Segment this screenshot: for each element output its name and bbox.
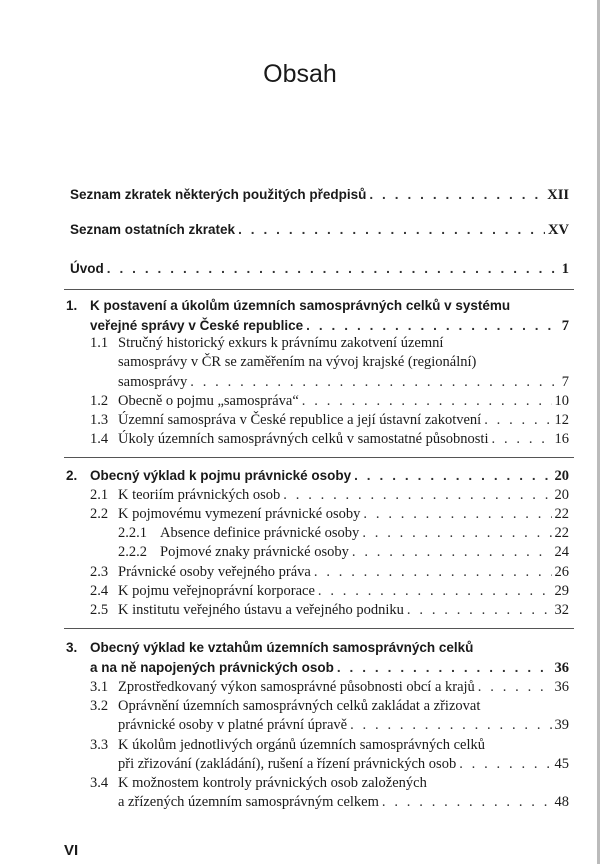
entry-page: 48 [554,794,569,810]
toc-subsection-2-2-1 [160,524,569,542]
entry-page: 20 [554,487,569,503]
section-title-line: K možnostem kontroly právnických osob založených [118,775,427,791]
leader-dots [407,601,552,619]
entry-page: 7 [561,374,569,390]
entry-text: a na ně napojených právnických osob [90,660,334,675]
toc-entry-abbreviations-regulations [70,186,569,204]
leader-dots [238,221,545,239]
entry-text: právnické osoby v platné právní úpravě [118,717,348,733]
entry-text: Pojmové znaky právnické osoby [160,544,349,560]
toc-chapter-1 [90,317,569,335]
page-title: Obsah [263,60,337,88]
divider [64,628,574,629]
toc-section-3-1 [118,678,569,696]
leader-dots [459,755,551,773]
section-number: 3.3 [90,737,109,753]
chapter-number: 2. [66,468,78,483]
toc-entry-introduction [70,260,569,278]
entry-text: samosprávy [118,374,188,390]
chapter-title-line: K postavení a úkolům územních samosprávných celků v systému [90,298,511,313]
entry-text: Absence definice právnické osoby [160,525,360,541]
leader-dots [382,793,552,811]
subsection-number: 2.2.2 [118,544,147,560]
toc-section-3-4 [118,793,569,811]
toc-section-2-4 [118,582,569,600]
leader-dots [337,659,552,677]
leader-dots [306,317,559,335]
divider [64,289,574,290]
section-number: 2.3 [90,564,109,580]
section-title-line: Oprávnění územních samosprávných celků zakládat a zřizovat [118,698,481,714]
leader-dots [369,186,544,204]
toc-chapter-3 [90,659,569,677]
leader-dots [107,260,559,278]
leader-dots [484,411,551,429]
section-number: 2.5 [90,602,109,618]
entry-page: 12 [554,412,569,428]
entry-text: K institutu veřejného ústavu a veřejného podniku [118,602,404,618]
entry-page: 16 [554,431,569,447]
leader-dots [190,373,558,391]
chapter-number: 1. [66,298,78,313]
divider [64,457,574,458]
entry-page: 22 [554,506,569,522]
entry-page: 39 [554,717,569,733]
entry-page: 1 [561,261,569,277]
leader-dots [362,524,551,542]
page-number: VI [64,842,79,859]
leader-dots [492,430,552,448]
entry-page: XII [547,187,569,203]
leader-dots [318,582,552,600]
section-title-line: samosprávy v ČR se zaměřením na vývoj krajské (regionální) [118,354,477,370]
section-number: 3.4 [90,775,109,791]
leader-dots [283,486,551,504]
leader-dots [302,392,552,410]
entry-page: 20 [554,468,569,484]
leader-dots [363,505,551,523]
entry-text: veřejné správy v České republice [90,318,304,333]
section-number: 2.2 [90,506,109,522]
entry-page: 10 [554,393,569,409]
toc-section-1-2 [118,392,569,410]
section-title-line: K úkolům jednotlivých orgánů územních samosprávných celků [118,737,485,753]
section-title-line: Stručný historický exkurs k právnímu zakotvení územní [118,335,444,351]
section-number: 2.4 [90,583,109,599]
entry-text: Územní samospráva v České republice a její ústavní zakotvení [118,412,482,428]
entry-page: 32 [554,602,569,618]
section-number: 1.3 [90,412,109,428]
toc-section-3-3 [118,755,569,773]
toc-section-2-2 [118,505,569,523]
entry-text: Úkoly územních samosprávných celků v samostatné působnosti [118,431,489,447]
leader-dots [354,467,551,485]
subsection-number: 2.2.1 [118,525,147,541]
entry-text: Zprostředkovaný výkon samosprávné působnosti obcí a krajů [118,679,475,695]
entry-page: XV [548,222,569,238]
entry-page: 26 [554,564,569,580]
toc-section-1-4 [118,430,569,448]
toc-chapter-2 [90,467,569,485]
toc-entry-other-abbreviations [70,221,569,239]
entry-text: Seznam zkratek některých použitých předpisů [70,187,367,202]
entry-text: Úvod [70,261,104,276]
toc-section-1-1 [118,373,569,391]
entry-text: K teoriím právnických osob [118,487,281,503]
entry-text: K pojmu veřejnoprávní korporace [118,583,315,599]
entry-page: 45 [554,756,569,772]
section-number: 1.2 [90,393,109,409]
leader-dots [352,543,552,561]
entry-text: při zřizování (zakládání), rušení a řízení právnických osob [118,756,457,772]
entry-page: 29 [554,583,569,599]
chapter-number: 3. [66,640,78,655]
section-number: 1.4 [90,431,109,447]
toc-section-2-3 [118,563,569,581]
toc-section-1-3 [118,411,569,429]
entry-text: a zřízených územním samosprávným celkem [118,794,379,810]
entry-page: 36 [554,679,569,695]
section-number: 2.1 [90,487,109,503]
entry-text: Obecný výklad k pojmu právnické osoby [90,468,352,483]
toc-section-2-5 [118,601,569,619]
toc-section-3-2 [118,716,569,734]
entry-text: Obecně o pojmu „samospráva“ [118,393,299,409]
entry-text: K pojmovému vymezení právnické osoby [118,506,361,522]
section-number: 3.1 [90,679,109,695]
chapter-title-line: Obecný výklad ke vztahům územních samosprávných celků [90,640,474,655]
toc-subsection-2-2-2 [160,543,569,561]
entry-page: 22 [554,525,569,541]
section-number: 3.2 [90,698,109,714]
entry-text: Právnické osoby veřejného práva [118,564,311,580]
entry-page: 36 [554,660,569,676]
entry-page: 7 [561,318,569,334]
entry-page: 24 [554,544,569,560]
leader-dots [350,716,551,734]
section-number: 1.1 [90,335,109,351]
entry-text: Seznam ostatních zkratek [70,222,236,237]
toc-section-2-1 [118,486,569,504]
leader-dots [314,563,552,581]
leader-dots [478,678,552,696]
